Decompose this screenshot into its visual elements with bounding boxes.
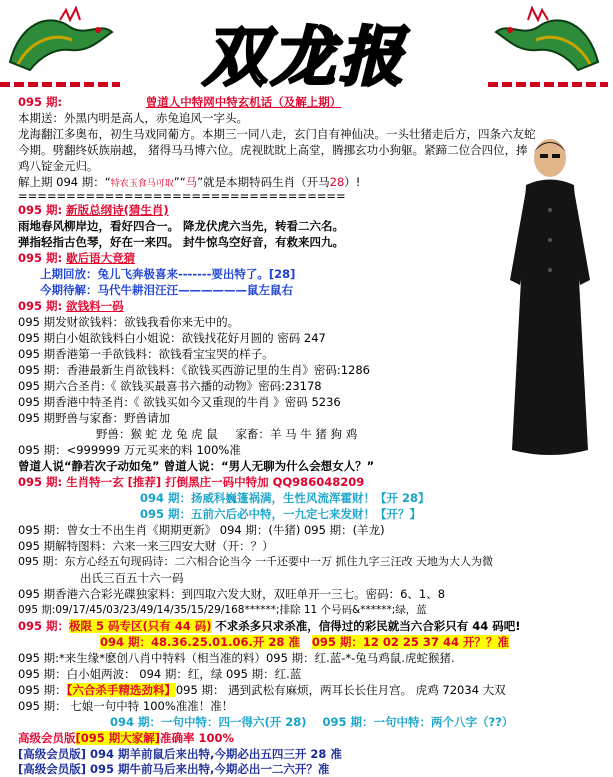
s4-line10: 曾道人说“静若次子动如兔” 曾道人说：“男人无聊为什么会想女人？” xyxy=(18,459,375,473)
prev-label: 上期回放： xyxy=(40,267,98,281)
issue-label: 095 期: xyxy=(18,299,63,313)
person-icon xyxy=(500,130,600,460)
title-banner xyxy=(170,0,440,95)
section2-header xyxy=(18,202,169,218)
section3-header xyxy=(18,250,135,266)
issue-label: 095 期： xyxy=(18,683,67,697)
answer-end: ）! xyxy=(344,175,361,189)
now-text: 马代牛耕泪汪汪——————鼠左鼠右 xyxy=(97,283,293,297)
s4-line6: 095 期香港中特圣肖:《 欲钱买如今又重现的牛肖 》密码 5236 xyxy=(18,395,341,409)
dragon-icon xyxy=(0,2,120,80)
answer-sep: ”“ xyxy=(173,175,186,189)
s5-cyan1: 094 期：扬威科巍篷祸满，生性风流浑霍财！【开 28】 xyxy=(140,491,430,505)
s5-line4: 出氏三百五十六一码 xyxy=(80,571,184,585)
left-stripe xyxy=(0,82,120,87)
section1-header xyxy=(18,94,341,110)
vip-accuracy: 准确率 100% xyxy=(160,731,235,745)
page-title: 双龙报 xyxy=(203,20,407,95)
answer-number: 28 xyxy=(329,175,345,189)
section5-header: 095 期: 生肖特一玄 [推荐] 打倒黑庄一码中特加 QQ986048209 xyxy=(18,475,365,489)
dragon-icon xyxy=(488,2,608,80)
domestic-label: 家畜： xyxy=(235,427,270,441)
vip-label: 高级会员版 xyxy=(18,731,76,745)
answer-key: 马 xyxy=(185,175,198,189)
domestic-list: 羊 马 牛 猪 狗 鸡 xyxy=(269,427,358,441)
vip-line1 xyxy=(18,730,234,746)
s6-cyan xyxy=(110,714,513,730)
issue-label: 095 期: xyxy=(18,95,63,109)
section-title: 歇后语大竞猜 xyxy=(66,251,136,265)
s4-line1: 095 期发财欲钱料：欲钱我看你来无中的。 xyxy=(18,315,240,329)
s1-line2: 龙海翻江多奥布，初生马戏同葡方。本期三一同八走，玄门自有神仙决。一头壮猪走后方，四条六友蛇 xyxy=(18,127,536,141)
issue-label: 095 期： xyxy=(18,619,70,633)
now-label: 今期待解： xyxy=(40,283,98,297)
s5-cyan2: 095 期：五前六后必中特，一九定七来发财！【开？】 xyxy=(140,507,422,521)
current-result: 095 期：12 02 25 37 44 开？？准 xyxy=(311,635,509,649)
s4-line4: 095 期：香港最新生肖欲钱料：《欲钱买西游记里的生肖》密码:1286 xyxy=(18,363,370,377)
s5-line5: 095 期香港六合彩光碟独家料：到四取六发大财，双旺单开一三七。密码：6、1、8 xyxy=(18,587,446,601)
wild-list: 猴 蛇 龙 兔 虎 鼠 xyxy=(130,427,218,441)
section-title: 欲钱料一码 xyxy=(66,299,124,313)
answer-quote: 特农玉食马可取 xyxy=(110,179,174,189)
left-dragon-decoration xyxy=(0,2,120,80)
section6-header xyxy=(18,618,520,634)
wild-label: 野兽： xyxy=(96,427,131,441)
s4-line9: 095 期：<999999 万元买来的料 100%准 xyxy=(18,443,241,457)
current-hint: 095 期：一句中特：两个八字（??） xyxy=(322,715,514,729)
right-stripe xyxy=(488,82,608,87)
answer-text: ”就是本期特码生肖（开马 xyxy=(197,175,330,189)
section-title: 极限 5 码专区(只有 44 码) xyxy=(69,619,212,633)
prev-text: 兔儿飞奔极喜来-------要出特了。 xyxy=(97,267,269,281)
s3-current xyxy=(40,282,293,298)
section-title: 新版总纲诗(猜生肖) xyxy=(66,203,169,217)
s4-line5: 095 期六合圣肖:《 欲钱买最喜书六播的动物》密码:23178 xyxy=(18,379,322,393)
vip-line3: [高级会员版] 095 期牛前马后来出特,今期必出一二六开？准 xyxy=(18,762,330,776)
issue-label: 095 期: xyxy=(18,203,63,217)
s6-line1: 095 期:*来生缘*麽创八肖中特料（相当准的料）095 期：红.蓝-*-兔马鸡鼠.虎蛇猴猪. xyxy=(18,651,455,665)
answer-prefix: 解上期 094 期：“ xyxy=(18,175,111,189)
s6-results xyxy=(100,634,509,650)
s4-line3: 095 期香港第一手欲钱料：欲钱看宝宝哭的样子。 xyxy=(18,347,274,361)
prev-result: [28] xyxy=(268,267,296,281)
line-text: 095 期： 遇到武松有麻烦，两耳长长住月宫。 虎鸡 72034 大双 xyxy=(175,683,506,697)
s2-line1: 雨地春风柳岸边，看好四合一。 降龙伏虎六当先，转看二六名。 xyxy=(18,219,345,233)
right-dragon-decoration xyxy=(488,2,608,80)
s3-previous xyxy=(40,266,295,282)
section-title: 曾道人中特网中特玄机话（及解上期） xyxy=(145,95,342,109)
section-subtitle: 不求杀多只求杀准，信得过的彩民就当六合彩只有 44 码吧! xyxy=(215,619,521,633)
s6-line4: 095 期： 七娘一句中特 100%准准！准！ xyxy=(18,699,234,713)
vip-tag: [095 期大家解] xyxy=(75,731,161,745)
prev-result: 094 期：48.36.25.01.06.开 28 准 xyxy=(100,635,300,649)
issue-label: 095 期: xyxy=(18,251,63,265)
prev-hint: 094 期：一句中特：四一得六(开 28) xyxy=(110,715,307,729)
highlight-tag: 【六合杀手精选劲料】 xyxy=(66,683,176,697)
s2-line2: 弹指轻指古色琴，好在一来四。 封牛惊鸟空好音，有救来四九。 xyxy=(18,235,345,249)
vip-line2: [高级会员版] 094 期羊前鼠后来出特,今期必出五四三开 28 准 xyxy=(18,747,342,761)
s5-line6: 095 期:09/17/45/03/23/49/14/35/15/29/168******;排除 11 个号码&******;绿，蓝 xyxy=(18,604,427,616)
s4-line2: 095 期白小姐欲钱料白小姐说：欲钱找花好月圆的 密码 247 xyxy=(18,331,326,345)
s5-line1: 095 期：曾女士不出生肖《期期更新》 094 期：(牛猪) 095 期：(羊龙) xyxy=(18,523,385,537)
animal-groups xyxy=(96,426,357,442)
portrait-figure xyxy=(500,130,600,460)
section4-header xyxy=(18,298,124,314)
separator: ================================== xyxy=(18,189,346,203)
s5-line2: 095 期解特图料：六来一来三四安大财（开：？） xyxy=(18,539,274,553)
s5-line3: 095 期：东方心经五句现码诗：二六相合论当今 一千还要中一万 抓住九字三汪改 天地为大人为微 xyxy=(18,555,493,568)
s1-line4: 鸡八锭金元归。 xyxy=(18,159,99,173)
s1-line3: 今期。劈翻终妖族崩越， 猪得马马博六位。虎视眈眈上高堂，腾挪玄功小狗躯。紧蹄二位合四位，捧 xyxy=(18,143,528,157)
s6-line2: 095 期：白小姐两波： 094 期：红，绿 095 期：红.蓝 xyxy=(18,667,302,681)
s6-line3 xyxy=(18,682,506,698)
s1-line1: 本期送：外黑内明是高人，赤兔追风一字头。 xyxy=(18,111,248,125)
s4-line7: 095 期野兽与家畜：野兽请加 xyxy=(18,411,171,425)
